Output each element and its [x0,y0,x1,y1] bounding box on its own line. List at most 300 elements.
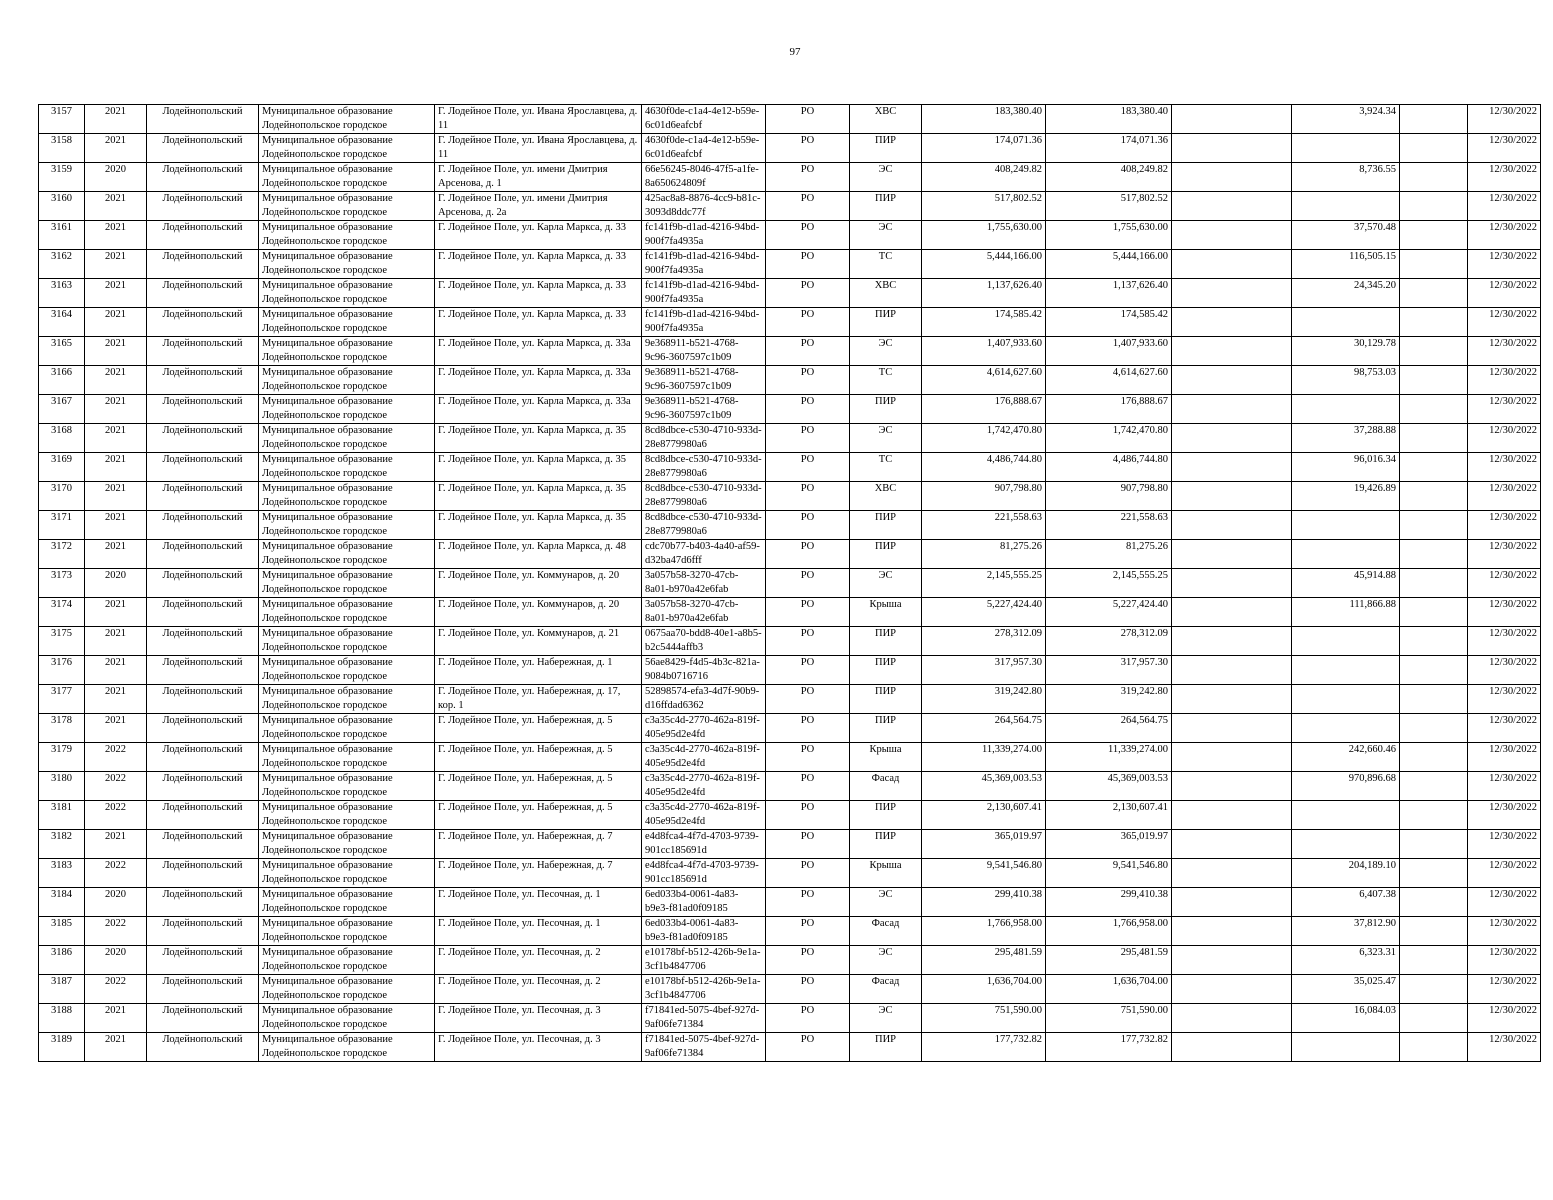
work-type-cell: ПИР [850,1033,922,1062]
fund-cost-cell: 907,798.80 [1046,482,1172,511]
total-cost-cell: 176,888.67 [922,395,1046,424]
fund-cost-cell: 177,732.82 [1046,1033,1172,1062]
year-cell: 2021 [85,221,147,250]
address-cell: Г. Лодейное Поле, ул. Карла Маркса, д. 35 [435,482,642,511]
fund-cost-cell: 81,275.26 [1046,540,1172,569]
operator-cell: РО [766,975,850,1004]
record-number-cell: 3160 [39,192,85,221]
address-cell: Г. Лодейное Поле, ул. Набережная, д. 7 [435,859,642,888]
operator-cell: РО [766,801,850,830]
page-number: 97 [789,46,801,58]
house-guid-cell: 6ed033b4-0061-4a83-b9e3-f81ad0f09185 [642,917,766,946]
extra-amount-cell: 116,505.15 [1292,250,1400,279]
address-cell: Г. Лодейное Поле, ул. Карла Маркса, д. 33а [435,395,642,424]
year-cell: 2022 [85,772,147,801]
date-cell: 12/30/2022 [1468,308,1541,337]
house-guid-cell: 9e368911-b521-4768-9c96-3607597c1b09 [642,395,766,424]
fund-cost-cell: 408,249.82 [1046,163,1172,192]
address-cell: Г. Лодейное Поле, ул. Набережная, д. 1 [435,656,642,685]
district-cell: Лодейнопольский [147,830,259,859]
extra-amount-cell: 19,426.89 [1292,482,1400,511]
address-cell: Г. Лодейное Поле, ул. Песочная, д. 2 [435,975,642,1004]
municipality-cell: Муниципальное образование Лодейнопольское городское [259,598,435,627]
address-cell: Г. Лодейное Поле, ул. Набережная, д. 5 [435,772,642,801]
work-type-cell: ЭС [850,424,922,453]
record-number-cell: 3171 [39,511,85,540]
total-cost-cell: 1,407,933.60 [922,337,1046,366]
empty-amount-cell [1172,337,1292,366]
table-row [39,192,1541,221]
municipality-cell: Муниципальное образование Лодейнопольское городское [259,569,435,598]
empty-amount-cell [1172,424,1292,453]
operator-cell: РО [766,917,850,946]
work-type-cell: ЭС [850,946,922,975]
total-cost-cell: 1,755,630.00 [922,221,1046,250]
extra-amount-cell [1292,395,1400,424]
record-number-cell: 3164 [39,308,85,337]
extra-amount-cell: 37,812.90 [1292,917,1400,946]
registry-table [38,104,1541,1062]
fund-cost-cell: 278,312.09 [1046,627,1172,656]
year-cell: 2021 [85,308,147,337]
district-cell: Лодейнопольский [147,801,259,830]
blank-cell [1400,192,1468,221]
blank-cell [1400,105,1468,134]
date-cell: 12/30/2022 [1468,917,1541,946]
district-cell: Лодейнопольский [147,192,259,221]
fund-cost-cell: 751,590.00 [1046,1004,1172,1033]
extra-amount-cell [1292,308,1400,337]
house-guid-cell: c3a35c4d-2770-462a-819f-405e95d2e4fd [642,714,766,743]
district-cell: Лодейнопольский [147,163,259,192]
blank-cell [1400,250,1468,279]
operator-cell: РО [766,511,850,540]
date-cell: 12/30/2022 [1468,888,1541,917]
table-row [39,511,1541,540]
municipality-cell: Муниципальное образование Лодейнопольское городское [259,743,435,772]
municipality-cell: Муниципальное образование Лодейнопольское городское [259,859,435,888]
year-cell: 2021 [85,540,147,569]
house-guid-cell: 8cd8dbce-c530-4710-933d-28e8779980a6 [642,511,766,540]
record-number-cell: 3157 [39,105,85,134]
blank-cell [1400,569,1468,598]
table-row [39,250,1541,279]
date-cell: 12/30/2022 [1468,337,1541,366]
year-cell: 2021 [85,337,147,366]
municipality-cell: Муниципальное образование Лодейнопольское городское [259,221,435,250]
record-number-cell: 3179 [39,743,85,772]
district-cell: Лодейнопольский [147,105,259,134]
blank-cell [1400,163,1468,192]
work-type-cell: ПИР [850,714,922,743]
blank-cell [1400,656,1468,685]
district-cell: Лодейнопольский [147,598,259,627]
empty-amount-cell [1172,714,1292,743]
total-cost-cell: 1,742,470.80 [922,424,1046,453]
fund-cost-cell: 9,541,546.80 [1046,859,1172,888]
operator-cell: РО [766,192,850,221]
work-type-cell: ПИР [850,830,922,859]
district-cell: Лодейнопольский [147,424,259,453]
operator-cell: РО [766,714,850,743]
year-cell: 2021 [85,656,147,685]
extra-amount-cell: 111,866.88 [1292,598,1400,627]
empty-amount-cell [1172,598,1292,627]
work-type-cell: Фасад [850,917,922,946]
district-cell: Лодейнопольский [147,656,259,685]
empty-amount-cell [1172,569,1292,598]
address-cell: Г. Лодейное Поле, ул. Песочная, д. 1 [435,888,642,917]
operator-cell: РО [766,134,850,163]
date-cell: 12/30/2022 [1468,540,1541,569]
house-guid-cell: c3a35c4d-2770-462a-819f-405e95d2e4fd [642,743,766,772]
blank-cell [1400,888,1468,917]
fund-cost-cell: 299,410.38 [1046,888,1172,917]
work-type-cell: ЭС [850,337,922,366]
operator-cell: РО [766,366,850,395]
date-cell: 12/30/2022 [1468,714,1541,743]
table-row [39,105,1541,134]
fund-cost-cell: 5,227,424.40 [1046,598,1172,627]
district-cell: Лодейнопольский [147,743,259,772]
blank-cell [1400,598,1468,627]
empty-amount-cell [1172,308,1292,337]
municipality-cell: Муниципальное образование Лодейнопольское городское [259,1033,435,1062]
record-number-cell: 3172 [39,540,85,569]
operator-cell: РО [766,453,850,482]
district-cell: Лодейнопольский [147,482,259,511]
house-guid-cell: c3a35c4d-2770-462a-819f-405e95d2e4fd [642,801,766,830]
blank-cell [1400,221,1468,250]
empty-amount-cell [1172,627,1292,656]
record-number-cell: 3173 [39,569,85,598]
house-guid-cell: e4d8fca4-4f7d-4703-9739-901cc185691d [642,830,766,859]
empty-amount-cell [1172,105,1292,134]
work-type-cell: ЭС [850,569,922,598]
blank-cell [1400,540,1468,569]
operator-cell: РО [766,830,850,859]
date-cell: 12/30/2022 [1468,685,1541,714]
total-cost-cell: 2,130,607.41 [922,801,1046,830]
record-number-cell: 3188 [39,1004,85,1033]
date-cell: 12/30/2022 [1468,134,1541,163]
house-guid-cell: fc141f9b-d1ad-4216-94bd-900f7fa4935a [642,308,766,337]
table-row [39,1004,1541,1033]
extra-amount-cell: 6,407.38 [1292,888,1400,917]
fund-cost-cell: 2,130,607.41 [1046,801,1172,830]
municipality-cell: Муниципальное образование Лодейнопольское городское [259,366,435,395]
district-cell: Лодейнопольский [147,1004,259,1033]
empty-amount-cell [1172,743,1292,772]
date-cell: 12/30/2022 [1468,163,1541,192]
district-cell: Лодейнопольский [147,685,259,714]
year-cell: 2021 [85,830,147,859]
empty-amount-cell [1172,279,1292,308]
empty-amount-cell [1172,975,1292,1004]
operator-cell: РО [766,685,850,714]
date-cell: 12/30/2022 [1468,424,1541,453]
year-cell: 2020 [85,569,147,598]
address-cell: Г. Лодейное Поле, ул. Ивана Ярославцева, д. 11 [435,134,642,163]
municipality-cell: Муниципальное образование Лодейнопольское городское [259,627,435,656]
table-row [39,395,1541,424]
municipality-cell: Муниципальное образование Лодейнопольское городское [259,134,435,163]
address-cell: Г. Лодейное Поле, ул. Карла Маркса, д. 48 [435,540,642,569]
empty-amount-cell [1172,656,1292,685]
extra-amount-cell: 204,189.10 [1292,859,1400,888]
date-cell: 12/30/2022 [1468,569,1541,598]
address-cell: Г. Лодейное Поле, ул. Набережная, д. 17, кор. 1 [435,685,642,714]
municipality-cell: Муниципальное образование Лодейнопольское городское [259,714,435,743]
record-number-cell: 3170 [39,482,85,511]
extra-amount-cell: 970,896.68 [1292,772,1400,801]
operator-cell: РО [766,627,850,656]
house-guid-cell: fc141f9b-d1ad-4216-94bd-900f7fa4935a [642,250,766,279]
address-cell: Г. Лодейное Поле, ул. имени Дмитрия Арсенова, д. 1 [435,163,642,192]
work-type-cell: ПИР [850,134,922,163]
operator-cell: РО [766,743,850,772]
fund-cost-cell: 365,019.97 [1046,830,1172,859]
table-row [39,946,1541,975]
municipality-cell: Муниципальное образование Лодейнопольское городское [259,337,435,366]
total-cost-cell: 319,242.80 [922,685,1046,714]
house-guid-cell: 0675aa70-bdd8-40e1-a8b5-b2c5444affb3 [642,627,766,656]
fund-cost-cell: 319,242.80 [1046,685,1172,714]
address-cell: Г. Лодейное Поле, ул. Коммунаров, д. 20 [435,598,642,627]
district-cell: Лодейнопольский [147,714,259,743]
table-row [39,830,1541,859]
total-cost-cell: 299,410.38 [922,888,1046,917]
blank-cell [1400,685,1468,714]
table-row [39,743,1541,772]
district-cell: Лодейнопольский [147,453,259,482]
district-cell: Лодейнопольский [147,221,259,250]
work-type-cell: ПИР [850,395,922,424]
blank-cell [1400,830,1468,859]
district-cell: Лодейнопольский [147,279,259,308]
record-number-cell: 3169 [39,453,85,482]
total-cost-cell: 365,019.97 [922,830,1046,859]
municipality-cell: Муниципальное образование Лодейнопольское городское [259,656,435,685]
total-cost-cell: 221,558.63 [922,511,1046,540]
extra-amount-cell: 35,025.47 [1292,975,1400,1004]
record-number-cell: 3165 [39,337,85,366]
blank-cell [1400,366,1468,395]
municipality-cell: Муниципальное образование Лодейнопольское городское [259,453,435,482]
table-row [39,134,1541,163]
house-guid-cell: 8cd8dbce-c530-4710-933d-28e8779980a6 [642,482,766,511]
house-guid-cell: e10178bf-b512-426b-9e1a-3cf1b4847706 [642,975,766,1004]
blank-cell [1400,801,1468,830]
table-row [39,482,1541,511]
address-cell: Г. Лодейное Поле, ул. имени Дмитрия Арсенова, д. 2а [435,192,642,221]
extra-amount-cell [1292,540,1400,569]
fund-cost-cell: 4,486,744.80 [1046,453,1172,482]
operator-cell: РО [766,482,850,511]
total-cost-cell: 907,798.80 [922,482,1046,511]
total-cost-cell: 751,590.00 [922,1004,1046,1033]
total-cost-cell: 4,614,627.60 [922,366,1046,395]
year-cell: 2022 [85,975,147,1004]
operator-cell: РО [766,569,850,598]
empty-amount-cell [1172,801,1292,830]
work-type-cell: ЭС [850,163,922,192]
house-guid-cell: 8cd8dbce-c530-4710-933d-28e8779980a6 [642,424,766,453]
table-row [39,975,1541,1004]
operator-cell: РО [766,279,850,308]
address-cell: Г. Лодейное Поле, ул. Карла Маркса, д. 33а [435,337,642,366]
house-guid-cell: f71841ed-5075-4bef-927d-9af06fe71384 [642,1004,766,1033]
year-cell: 2022 [85,859,147,888]
blank-cell [1400,975,1468,1004]
year-cell: 2021 [85,105,147,134]
record-number-cell: 3167 [39,395,85,424]
year-cell: 2021 [85,366,147,395]
blank-cell [1400,134,1468,163]
table-row [39,627,1541,656]
address-cell: Г. Лодейное Поле, ул. Карла Маркса, д. 33 [435,279,642,308]
fund-cost-cell: 11,339,274.00 [1046,743,1172,772]
blank-cell [1400,337,1468,366]
total-cost-cell: 1,137,626.40 [922,279,1046,308]
total-cost-cell: 174,585.42 [922,308,1046,337]
table-row [39,163,1541,192]
fund-cost-cell: 2,145,555.25 [1046,569,1172,598]
extra-amount-cell [1292,685,1400,714]
table-row [39,366,1541,395]
date-cell: 12/30/2022 [1468,279,1541,308]
empty-amount-cell [1172,888,1292,917]
address-cell: Г. Лодейное Поле, ул. Песочная, д. 3 [435,1033,642,1062]
table-row [39,656,1541,685]
house-guid-cell: e10178bf-b512-426b-9e1a-3cf1b4847706 [642,946,766,975]
record-number-cell: 3184 [39,888,85,917]
extra-amount-cell [1292,830,1400,859]
address-cell: Г. Лодейное Поле, ул. Набережная, д. 7 [435,830,642,859]
fund-cost-cell: 1,742,470.80 [1046,424,1172,453]
year-cell: 2021 [85,685,147,714]
address-cell: Г. Лодейное Поле, ул. Песочная, д. 1 [435,917,642,946]
fund-cost-cell: 183,380.40 [1046,105,1172,134]
year-cell: 2021 [85,482,147,511]
record-number-cell: 3163 [39,279,85,308]
municipality-cell: Муниципальное образование Лодейнопольское городское [259,424,435,453]
total-cost-cell: 1,636,704.00 [922,975,1046,1004]
empty-amount-cell [1172,1004,1292,1033]
work-type-cell: Крыша [850,859,922,888]
address-cell: Г. Лодейное Поле, ул. Коммунаров, д. 20 [435,569,642,598]
fund-cost-cell: 295,481.59 [1046,946,1172,975]
year-cell: 2020 [85,888,147,917]
empty-amount-cell [1172,540,1292,569]
date-cell: 12/30/2022 [1468,366,1541,395]
table-row [39,279,1541,308]
extra-amount-cell: 37,288.88 [1292,424,1400,453]
work-type-cell: ТС [850,366,922,395]
work-type-cell: ХВС [850,482,922,511]
fund-cost-cell: 174,585.42 [1046,308,1172,337]
table-row [39,424,1541,453]
work-type-cell: ПИР [850,540,922,569]
empty-amount-cell [1172,221,1292,250]
municipality-cell: Муниципальное образование Лодейнопольское городское [259,946,435,975]
blank-cell [1400,859,1468,888]
date-cell: 12/30/2022 [1468,975,1541,1004]
address-cell: Г. Лодейное Поле, ул. Набережная, д. 5 [435,743,642,772]
record-number-cell: 3175 [39,627,85,656]
house-guid-cell: 425ac8a8-8876-4cc9-b81c-3093d8ddc77f [642,192,766,221]
year-cell: 2021 [85,192,147,221]
blank-cell [1400,946,1468,975]
record-number-cell: 3181 [39,801,85,830]
house-guid-cell: fc141f9b-d1ad-4216-94bd-900f7fa4935a [642,221,766,250]
total-cost-cell: 408,249.82 [922,163,1046,192]
blank-cell [1400,1004,1468,1033]
record-number-cell: 3166 [39,366,85,395]
year-cell: 2020 [85,946,147,975]
work-type-cell: ТС [850,453,922,482]
house-guid-cell: 56ae8429-f4d5-4b3c-821a-9084b0716716 [642,656,766,685]
total-cost-cell: 45,369,003.53 [922,772,1046,801]
work-type-cell: ПИР [850,685,922,714]
house-guid-cell: 9e368911-b521-4768-9c96-3607597c1b09 [642,366,766,395]
total-cost-cell: 517,802.52 [922,192,1046,221]
record-number-cell: 3180 [39,772,85,801]
extra-amount-cell: 242,660.46 [1292,743,1400,772]
address-cell: Г. Лодейное Поле, ул. Ивана Ярославцева, д. 11 [435,105,642,134]
operator-cell: РО [766,1033,850,1062]
house-guid-cell: fc141f9b-d1ad-4216-94bd-900f7fa4935a [642,279,766,308]
municipality-cell: Муниципальное образование Лодейнопольское городское [259,772,435,801]
table-row [39,569,1541,598]
district-cell: Лодейнопольский [147,569,259,598]
date-cell: 12/30/2022 [1468,946,1541,975]
house-guid-cell: 52898574-efa3-4d7f-90b9-d16ffdad6362 [642,685,766,714]
empty-amount-cell [1172,482,1292,511]
record-number-cell: 3176 [39,656,85,685]
table-row [39,221,1541,250]
record-number-cell: 3168 [39,424,85,453]
table-row [39,859,1541,888]
work-type-cell: Фасад [850,975,922,1004]
record-number-cell: 3159 [39,163,85,192]
operator-cell: РО [766,395,850,424]
empty-amount-cell [1172,453,1292,482]
address-cell: Г. Лодейное Поле, ул. Песочная, д. 3 [435,1004,642,1033]
work-type-cell: ХВС [850,105,922,134]
house-guid-cell: f71841ed-5075-4bef-927d-9af06fe71384 [642,1033,766,1062]
date-cell: 12/30/2022 [1468,105,1541,134]
district-cell: Лодейнопольский [147,337,259,366]
date-cell: 12/30/2022 [1468,859,1541,888]
record-number-cell: 3158 [39,134,85,163]
municipality-cell: Муниципальное образование Лодейнопольское городское [259,395,435,424]
record-number-cell: 3162 [39,250,85,279]
extra-amount-cell [1292,511,1400,540]
total-cost-cell: 11,339,274.00 [922,743,1046,772]
house-guid-cell: 3a057b58-3270-47cb-8a01-b970a42e6fab [642,569,766,598]
date-cell: 12/30/2022 [1468,511,1541,540]
extra-amount-cell: 16,084.03 [1292,1004,1400,1033]
empty-amount-cell [1172,772,1292,801]
district-cell: Лодейнопольский [147,395,259,424]
municipality-cell: Муниципальное образование Лодейнопольское городское [259,105,435,134]
fund-cost-cell: 45,369,003.53 [1046,772,1172,801]
table-row [39,453,1541,482]
date-cell: 12/30/2022 [1468,250,1541,279]
address-cell: Г. Лодейное Поле, ул. Карла Маркса, д. 33а [435,366,642,395]
date-cell: 12/30/2022 [1468,1033,1541,1062]
